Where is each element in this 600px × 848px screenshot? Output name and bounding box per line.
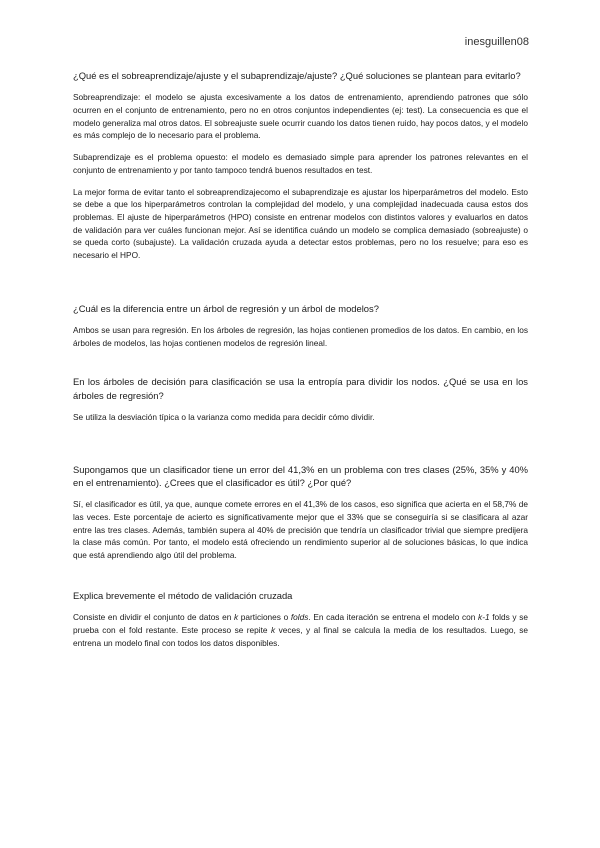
answer-5-text-5: veces, y al final se calcula la media de los resultados. Luego, se entrena un modelo final con todos los datos disponibles. xyxy=(73,624,528,648)
author-name: inesguillen08 xyxy=(464,36,529,48)
answer-1-paragraph-3: La mejor forma de evitar tanto el sobreaprendizajecomo el subaprendizaje es ajustar los hiperparámetros del modelo. Esto se debe a que los hiperparámetros controlan la complejidad del modelo, y una complejidad inadecuada causa estos dos problemas. El ajuste de hiperparámetros (HPO) consiste en entrenar modelos con distintos valores y evaluarlos en datos de validación para ver cuáles funcionan mejor. Así se identifica cuándo un modelo se complica demasiado (sobreajuste) o se queda corto (subajuste). La validación cruzada ayuda a detectar estos problemas, pero no los resuelve; para eso es necesario el HPO. xyxy=(73,186,528,261)
question-2: ¿Cuál es la diferencia entre un árbol de regresión y un árbol de modelos? xyxy=(73,302,379,314)
answer-5-text-4: folds y se prueba con el fold restante. Este proceso se repite xyxy=(73,612,528,635)
answer-5 xyxy=(73,611,528,649)
answer-1-paragraph-1: Sobreaprendizaje: el modelo se ajusta excesivamente a los datos de entrenamiento, aprendiendo patrones que sólo ocurren en el conjunto de entrenamiento, pero no en otros conjuntos independientes (ej: test). La consecuencia es que el modelo generaliza mal otros datos. El sobreajuste suele ocurrir cuando los datos tienen ruido, hay pocos datos, y el modelo es más complejo de lo necesario para el problema. xyxy=(73,92,528,141)
answer-5-text-2: particiones o xyxy=(238,612,291,623)
answer-5-k-minus-1: k-1 xyxy=(478,612,490,623)
answer-5-folds: folds xyxy=(290,612,309,623)
question-5: Explica brevemente el método de validación cruzada xyxy=(73,589,293,601)
question-4: Supongamos que un clasificador tiene un error del 41,3% en un problema con tres clases (25%, 35% y 40% en el entrenamiento). ¿Crees que el clasificador es útil? ¿Por qué? xyxy=(73,463,528,489)
answer-5-text-1: Consiste en dividir el conjunto de datos en xyxy=(73,612,234,623)
answer-5-k: k xyxy=(234,612,239,623)
question-3: En los árboles de decisión para clasificación se usa la entropía para dividir los nodos. ¿Qué se usa en los árboles de regresión? xyxy=(73,376,528,401)
answer-2: Ambos se usan para regresión. En los árboles de regresión, las hojas contienen promedios de los datos. En cambio, en los árboles de modelos, las hojas contienen modelos de regresión lineal. xyxy=(73,325,528,348)
answer-5-text-3: . En cada iteración se entrena el modelo con xyxy=(308,612,479,623)
answer-4: Sí, el clasificador es útil, ya que, aunque comete errores en el 41,3% de los casos, eso significa que acierta en el 58,7% de las veces. Este porcentaje de acierto es significativamente mejor que el 33% que se conseguiría si se clasificara al azar entre las tres clases. Además, también supera al 40% de precisión que tendría un clasificador trivial que siempre predijera la clase más común. Por tanto, el modelo está ofreciendo un rendimiento superior al de soluciones básicas, lo que indica que está aprendiendo algo útil del problema. xyxy=(73,499,528,561)
answer-3: Se utiliza la desviación típica o la varianza como medida para decidir cómo dividir. xyxy=(73,412,375,423)
answer-1-paragraph-2: Subaprendizaje es el problema opuesto: el modelo es demasiado simple para aprender los patrones relevantes en el conjunto de entrenamiento y por tanto tampoco tendrá buenos resultados en test. xyxy=(73,152,528,175)
question-1: ¿Qué es el sobreaprendizaje/ajuste y el subaprendizaje/ajuste? ¿Qué soluciones se plantean para evitarlo? xyxy=(73,70,521,81)
document-body xyxy=(73,69,528,649)
answer-5-k-repeat: k xyxy=(271,624,276,635)
